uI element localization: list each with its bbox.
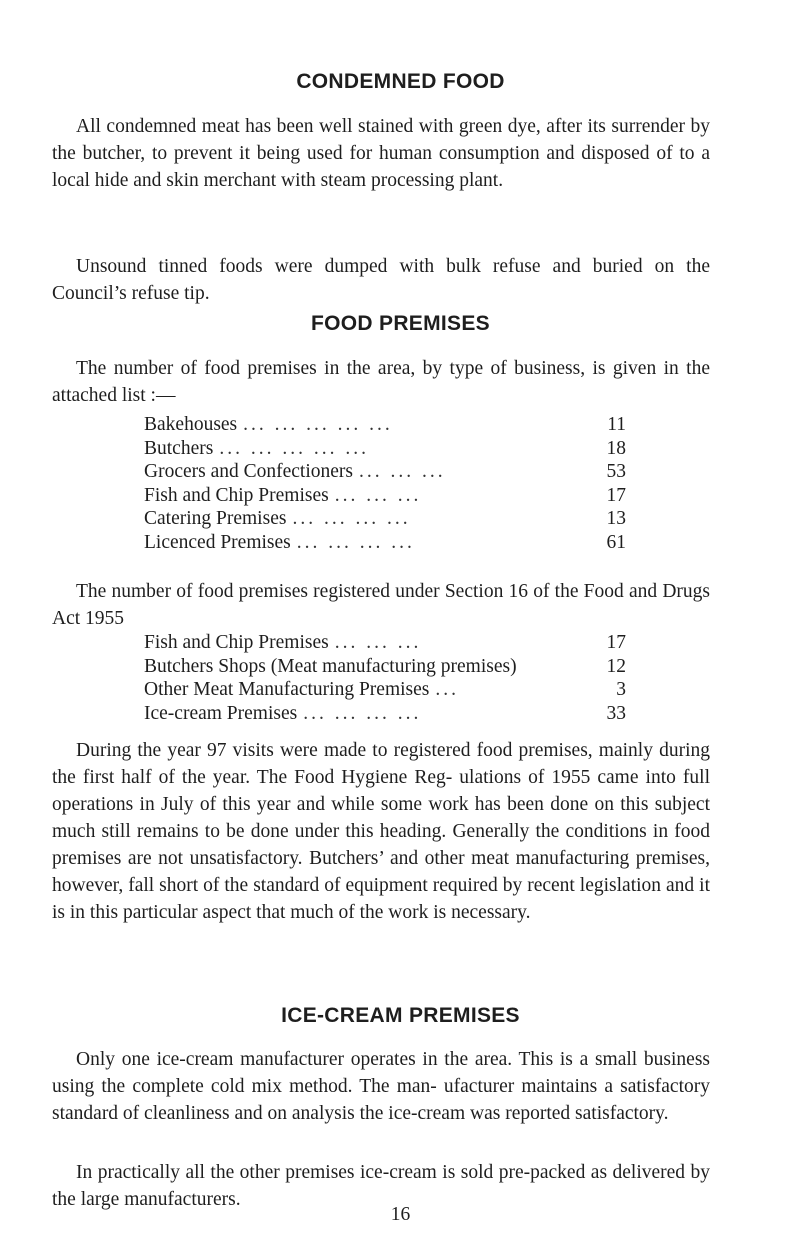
list-item: Bakehouses ... ... ... ... ... 11 bbox=[144, 414, 626, 435]
paragraph-condemned-meat: All condemned meat has been well stained with green dye, after its surrender by the butcher, to prevent it being used for human consumption and disposed of to a local hide and skin merchant with steam processing plant. bbox=[52, 116, 710, 191]
list-item: Butchers Shops (Meat manufacturing premises) 12 bbox=[144, 655, 626, 677]
list-item: Fish and Chip Premises ... ... ... 17 bbox=[144, 484, 626, 506]
list-item: Catering Premises ... ... ... ... 13 bbox=[144, 508, 626, 530]
list-item: Grocers and Confectioners ... ... ... 53 bbox=[144, 461, 626, 483]
list-item: Butchers ... ... ... ... ... 18 bbox=[144, 437, 626, 459]
paragraph-visits: During the year 97 visits were made to registered food premises, mainly during the first half of the year. The Food Hygiene Reg- ulations of 1955 came into full operations in July of this year and while some work has been done on this subject much still remains to be done under this heading. Generally the conditions in food premises are not unsatisfactory. Butchers’ and other meat manufacturing premises, however, fall short of the standard of equipment required by recent legislation and it is in this particular aspect that much of the work is necessary. bbox=[52, 740, 710, 923]
list-item: Fish and Chip Premises ... ... ... 17 bbox=[144, 632, 626, 653]
paragraph-registered-intro: The number of food premises registered under Section 16 of the Food and Drugs Act 1955 bbox=[52, 581, 710, 629]
heading-food-premises: FOOD PREMISES bbox=[311, 312, 490, 335]
list-item: Licenced Premises ... ... ... ... 61 bbox=[144, 531, 626, 553]
paragraph-tinned-foods: Unsound tinned foods were dumped with bulk refuse and buried on the Council’s refuse tip. bbox=[52, 256, 710, 304]
paragraph-pre-packed: In practically all the other premises ice-cream is sold pre-packed as delivered by the large manufacturers. bbox=[52, 1162, 710, 1210]
registered-premises-list bbox=[144, 631, 626, 725]
heading-ice-cream-premises: ICE-CREAM PREMISES bbox=[281, 1004, 520, 1027]
heading-condemned-food: CONDEMNED FOOD bbox=[296, 70, 505, 93]
premises-by-type-list bbox=[144, 413, 626, 555]
paragraph-premises-intro: The number of food premises in the area, by type of business, is given in the attached list :— bbox=[52, 358, 710, 406]
list-item: Other Meat Manufacturing Premises ... 3 bbox=[144, 679, 626, 701]
list-item: Ice-cream Premises ... ... ... ... 33 bbox=[144, 702, 626, 724]
paragraph-ice-cream-manufacturer: Only one ice-cream manufacturer operates in the area. This is a small business using the complete cold mix method. The man- ufacturer maintains a satisfactory standard of cleanliness and on analysis the ice-cream was reported satisfactory. bbox=[52, 1049, 710, 1124]
page-number: 16 bbox=[390, 1204, 411, 1225]
